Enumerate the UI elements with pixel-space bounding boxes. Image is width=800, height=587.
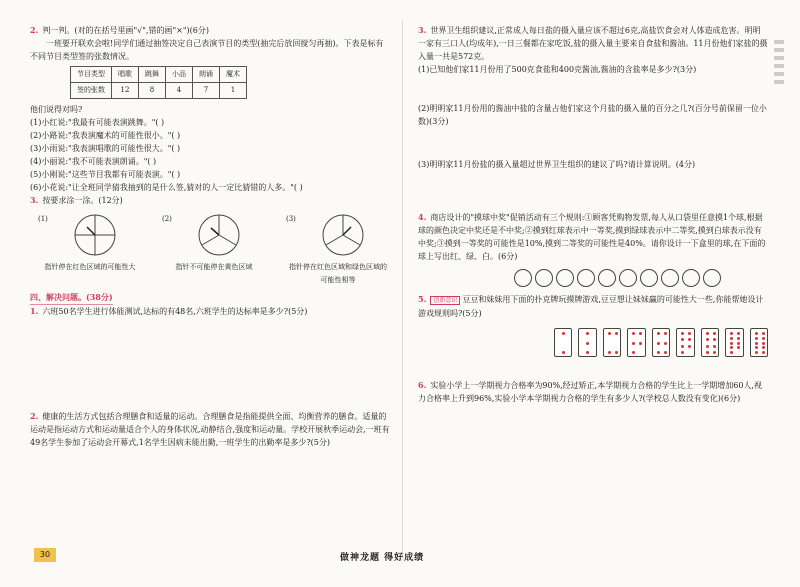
spinner-2	[162, 213, 266, 287]
table-cell: 朗诵	[193, 67, 220, 83]
card-pip	[681, 332, 684, 335]
question-number: 2.	[30, 411, 39, 421]
spinner-number: (3)	[286, 215, 296, 223]
answer-space[interactable]	[418, 128, 768, 158]
question-number: 3.	[418, 25, 427, 35]
card-pip	[657, 342, 660, 345]
answer-space[interactable]	[418, 76, 768, 102]
playing-cards	[554, 328, 768, 357]
card-pip	[713, 351, 716, 354]
card-pip	[586, 342, 589, 345]
problem-3-text: 世界卫生组织建议,正常成人每日盐的摄入量应该不超过6克,高盐饮食会对人体造成危害。明明一家有三口人(均成年),一日三餐都在家吃饭,盐的摄入量主要来自食盐和酱油。11月份他们家盐的摄入量一共是572克。	[418, 26, 768, 61]
ball-row	[514, 269, 768, 287]
spinner-row	[38, 213, 390, 287]
card-pip	[755, 332, 758, 335]
question-3	[30, 194, 390, 207]
answer-space[interactable]	[418, 357, 768, 379]
section-title: 四、解决问题。(38分)	[30, 291, 113, 305]
problem-3	[418, 24, 768, 63]
card-pip	[730, 346, 733, 349]
page-number: 30	[34, 548, 56, 562]
card-pip	[713, 332, 716, 335]
card-pip	[706, 332, 709, 335]
ball[interactable]	[556, 269, 574, 287]
spinner-1	[38, 213, 142, 287]
card-pip	[632, 351, 635, 354]
ball[interactable]	[598, 269, 616, 287]
lottery-table	[70, 66, 247, 99]
playing-card[interactable]	[554, 328, 572, 357]
statement: (6)小花说:"让全班同学猜我抽到的是什么签,猜对的人一定比猜错的人多。"( )	[30, 183, 303, 192]
spinner-circle-icon[interactable]	[73, 213, 117, 257]
playing-card[interactable]	[627, 328, 645, 357]
spinner-caption: 指针停在红色区域和绿色区域的可能性相等	[289, 263, 387, 284]
question-3-title: 按要求涂一涂。(12分)	[42, 196, 123, 205]
card-pip	[737, 337, 740, 340]
card-pip	[737, 342, 740, 345]
table-cell: 7	[193, 83, 220, 99]
ball[interactable]	[703, 269, 721, 287]
card-pip	[688, 345, 691, 348]
statement: (4)小丽说:"我不可能表演朗诵。"( )	[30, 157, 157, 166]
card-pip	[730, 351, 733, 354]
card-pip	[632, 342, 635, 345]
card-pip	[737, 346, 740, 349]
card-pip	[681, 351, 684, 354]
question-number: 2.	[30, 25, 39, 35]
question-number: 3.	[30, 195, 39, 205]
table-cell: 4	[166, 83, 193, 99]
card-pip	[688, 338, 691, 341]
playing-card[interactable]	[676, 328, 694, 357]
problem-3-part-3: (3)明明家11月份盐的摄入量超过世界卫生组织的建议了吗?请计算说明。(4分)	[418, 160, 696, 169]
card-pip	[681, 338, 684, 341]
card-pip	[562, 351, 565, 354]
question-2-intro: 一班要开联欢会啦!同学们通过抽签决定自己表演节目的类型(抽完后放回搅匀再抽)。下表是标有不同节目类型签的张数情况。	[30, 39, 384, 61]
problem-1-text: 六班50名学生进行体能测试,达标的有48名,六班学生的达标率是多少?(5分)	[42, 307, 308, 316]
ball[interactable]	[682, 269, 700, 287]
table-cell: 唱歌	[112, 67, 139, 83]
card-pip	[755, 337, 758, 340]
question-2	[30, 24, 390, 37]
question-number: 6.	[418, 380, 427, 390]
question-number: 5.	[418, 294, 427, 304]
card-pip	[706, 338, 709, 341]
card-pip	[586, 332, 589, 335]
problem-6	[418, 379, 768, 405]
spinner-circle-icon[interactable]	[197, 213, 241, 257]
card-pip	[586, 351, 589, 354]
table-cell: 小品	[166, 67, 193, 83]
spinner-3	[286, 213, 390, 287]
ball[interactable]	[640, 269, 658, 287]
statement: (3)小雨说:"我表演唱歌的可能性很大。"( )	[30, 144, 181, 153]
card-pip	[762, 342, 765, 345]
problem-5-text: 豆豆和妹妹用下面的扑克牌玩摸牌游戏,豆豆想让妹妹赢的可能性大一些,你能帮她设计游戏规则吗?(5分)	[418, 295, 764, 318]
playing-card[interactable]	[578, 328, 596, 357]
answer-space[interactable]	[418, 171, 768, 211]
card-pip	[706, 345, 709, 348]
card-pip	[608, 332, 611, 335]
card-pip	[632, 332, 635, 335]
statement: (2)小路说:"我表演魔术的可能性很小。"( )	[30, 131, 181, 140]
answer-space[interactable]	[30, 318, 390, 410]
card-pip	[615, 332, 618, 335]
ball[interactable]	[619, 269, 637, 287]
ball[interactable]	[514, 269, 532, 287]
card-pip	[688, 332, 691, 335]
card-pip	[713, 345, 716, 348]
table-row	[71, 83, 247, 99]
table-cell: 跳舞	[139, 67, 166, 83]
playing-card[interactable]	[603, 328, 621, 357]
card-pip	[608, 351, 611, 354]
card-pip	[755, 342, 758, 345]
spinner-circle-icon[interactable]	[321, 213, 365, 257]
card-pip	[664, 332, 667, 335]
card-pip	[730, 332, 733, 335]
card-pip	[755, 346, 758, 349]
ball[interactable]	[661, 269, 679, 287]
card-pip	[681, 345, 684, 348]
spinner-number: (2)	[162, 215, 172, 223]
card-pip	[639, 332, 642, 335]
problem-6-text: 实验小学上一学期视力合格率为90%,经过矫正,本学期视力合格的学生比上一学期增加60人,视力合格率上升到96%,实验小学本学期视力合格的学生有多少人?(学校总人数没有变化)(6分)	[418, 381, 762, 403]
card-pip	[639, 342, 642, 345]
card-pip	[657, 351, 660, 354]
problem-2	[30, 410, 390, 449]
card-pip	[762, 337, 765, 340]
table-cell: 8	[139, 83, 166, 99]
card-pip	[706, 351, 709, 354]
problem-3-part-1: (1)已知他们家11月份用了500克食盐和400克酱油,酱油的含盐率是多少?(3分)	[418, 65, 697, 74]
question-number: 1.	[30, 306, 39, 316]
problem-3-part-2: (2)明明家11月份用的酱油中盐的含量占他们家这个月盐的摄入量的百分之几?(百分号前保留一位小数)(3分)	[418, 104, 767, 126]
table-cell: 签的张数	[71, 83, 112, 99]
table-cell: 1	[220, 83, 247, 99]
card-pip	[615, 351, 618, 354]
footer-slogan: 做神龙题 得好成绩	[340, 553, 425, 563]
playing-card[interactable]	[750, 328, 768, 357]
card-pip	[755, 351, 758, 354]
innovation-tag: 创新意识	[430, 296, 460, 305]
statement: (5)小刚说:"这些节目我都有可能表演。"( )	[30, 170, 181, 179]
column-divider	[402, 20, 403, 560]
problem-1	[30, 305, 390, 318]
card-pip	[762, 351, 765, 354]
statement: (1)小红说:"我最有可能表演跳舞。"( )	[30, 118, 165, 127]
table-cell: 12	[112, 83, 139, 99]
table-cell: 魔术	[220, 67, 247, 83]
question-2-title: 判一判。(对的在括号里画"√",错的画"×")(6分)	[42, 26, 209, 35]
card-pip	[730, 337, 733, 340]
playing-card[interactable]	[652, 328, 670, 357]
card-pip	[762, 332, 765, 335]
table-cell: 节目类型	[71, 67, 112, 83]
problem-5	[418, 293, 768, 320]
ball[interactable]	[535, 269, 553, 287]
spinner-caption: 指针不可能停在黄色区域	[175, 263, 253, 271]
card-pip	[562, 332, 565, 335]
card-pip	[762, 346, 765, 349]
problem-4-text: 商店设计的"摸球中奖"促销活动有三个规则:①顾客凭购物发票,每人从口袋里任意摸1个球,根据球的颜色决定中奖还是不中奖;②摸到红球表示中一等奖,摸到绿球表示中二等奖,摸到白球表示没有中奖;③摸到一等奖的可能性是10%,摸到二等奖的可能性是40%。请你设计一下盒里的球,在下面的球上写出红、绿、白。(6分)	[418, 213, 766, 261]
playing-card[interactable]	[725, 328, 743, 357]
spinner-number: (1)	[38, 215, 48, 223]
problem-2-text: 健康的生活方式包括合理膳食和适量的运动。合理膳食是指能提供全面、均衡营养的膳食。适量的运动是指运动方式和运动量适合个人的身体状况,动静结合,强度和运动量。学校开展秋季运动会,一班有49名学生参加了运动会开幕式,1名学生因病未能出勤,一班学生的出勤率是多少?(5分)	[30, 412, 390, 447]
card-pip	[730, 342, 733, 345]
playing-card[interactable]	[701, 328, 719, 357]
card-pip	[737, 332, 740, 335]
problem-4	[418, 211, 768, 263]
question-2-ask: 他们说得对吗?	[30, 105, 83, 114]
ball[interactable]	[577, 269, 595, 287]
card-pip	[664, 351, 667, 354]
card-pip	[713, 338, 716, 341]
card-pip	[657, 332, 660, 335]
spinner-caption: 指针停在红色区域的可能性大	[44, 263, 136, 271]
table-header-row	[71, 67, 247, 83]
card-pip	[664, 342, 667, 345]
right-column	[418, 24, 768, 405]
left-column	[30, 24, 390, 449]
question-number: 4.	[418, 212, 427, 222]
page-edge-marks	[774, 40, 784, 370]
